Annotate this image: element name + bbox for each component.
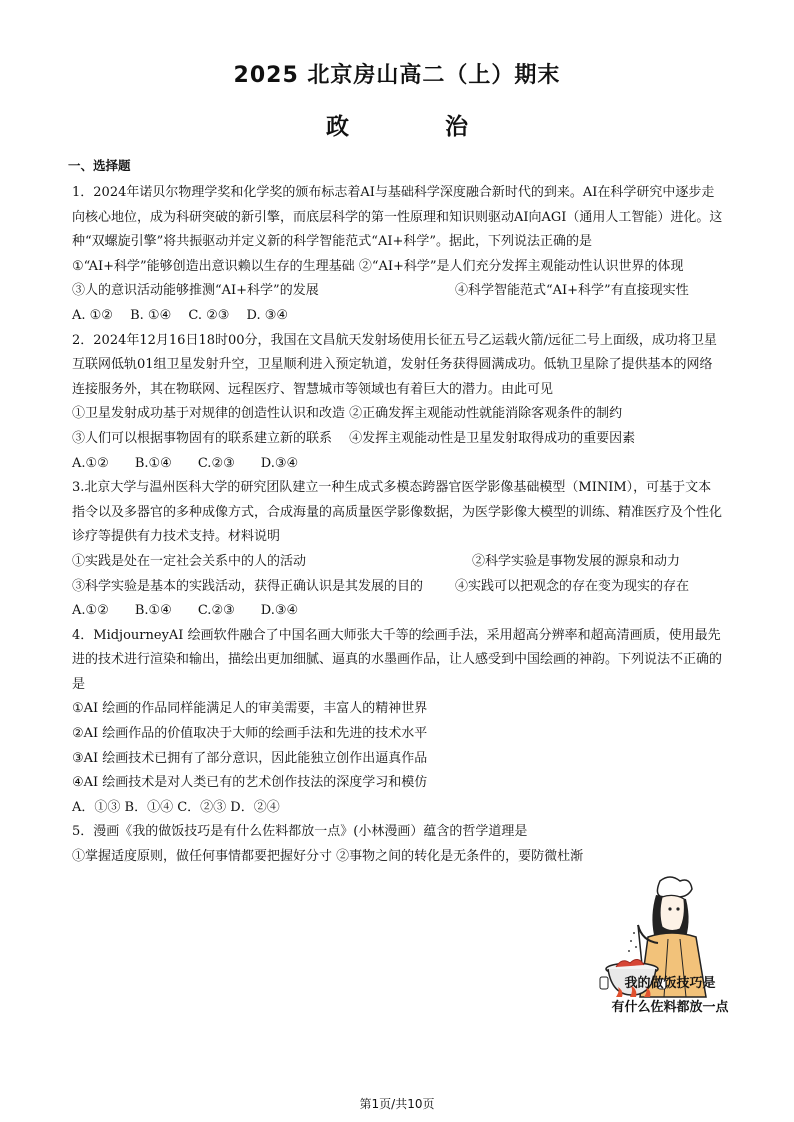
q2-stem: 2．2024年12月16日18时00分，我国在文昌航天发射场使用长征五号乙运载火箭/远征二号上面级，成功将卫星互联网低轨01组卫星发射升空，卫星顺利进入预定轨道，发射任务获得圆满成功。低轨卫星除了提供基本的网络连接服务外，其在物联网、远程医疗、智慧城市等领域也有着巨大的潜力。由此可见 [72,332,717,397]
q3-answers: A.①② B.①④ C.②③ D.③④ [72,603,299,619]
subject-title: 政 治 [325,114,498,140]
q3-stem: 3.北京大学与温州医科大学的研究团队建立一种生成式多模态跨器官医学影像基础模型（MINIM），可基于文本指令以及多器官的多种成像方式，合成海量的高质量医学影像数据，为医学影像大模型的训练、精准医疗及个性化诊疗等提供有力技术支持。材料说明 [72,480,723,545]
q4-stem: 4．MidjourneyAI 绘画软件融合了中国名画大师张大千等的绘画手法，采用超高分辨率和超高清画质，使用最先进的技术进行渲染和输出，描绘出更加细腻、逼真的水墨画作品，让人感受到中国绘画的神韵。下列说法不正确的是 [72,627,723,692]
section-heading: 一、选择题 [68,158,131,173]
q3-option-4: ④实践可以把观念的存在变为现实的存在 [455,578,690,594]
q4-option-1: ①AI 绘画的作品同样能满足人的审美需要，丰富人的精神世界 [72,701,428,717]
q4-answers: A．①③ B．①④ C．②③ D．②④ [72,799,280,815]
page-footer: 第1页/共10页 [359,1097,435,1111]
q3-option-3: ③科学实验是基本的实践活动，获得正确认识是其发展的目的 [72,578,424,594]
q2-options-3-4: ③人们可以根据事物固有的联系建立新的联系 ④发挥主观能动性是卫星发射取得成功的重要因素 [72,430,636,446]
q4-option-3: ③AI 绘画技术已拥有了部分意识，因此能独立创作出逼真作品 [72,750,428,766]
q4-option-2: ②AI 绘画作品的价值取决于大师的绘画手法和先进的技术水平 [72,726,428,742]
q4-option-4: ④AI 绘画技术是对人类已有的艺术创作技法的深度学习和模仿 [72,775,428,791]
questions-body [72,181,724,870]
q1-options-1-2: ①“AI+科学”能够创造出意识赖以生存的生理基础 ②“AI+科学”是人们充分发挥主观能动性认识世界的体现 [72,258,684,274]
q2-options-1-2: ①卫星发射成功基于对规律的创造性认识和改造 ②正确发挥主观能动性就能消除客观条件的制约 [72,406,623,422]
q1-options-3-4 [72,279,724,304]
q5-stem: 5．漫画《我的做饭技巧是有什么佐料都放一点》(小林漫画）蕴含的哲学道理是 [72,824,528,840]
q1-option-4: ④科学智能范式“AI+科学”有直接现实性 [455,283,689,299]
comic-caption [600,972,740,1020]
q1-option-3: ③人的意识活动能够推测“AI+科学”的发展 [72,283,319,299]
q1-stem: 1．2024年诺贝尔物理学奖和化学奖的颁布标志着AI与基础科学深度融合新时代的到来。AI在科学研究中逐步走向核心地位，成为科研突破的新引擎，而底层科学的第一性原理和知识则驱动AI向AGI（通用人工智能）进化。这种“双螺旋引擎”将共振驱动并定义新的科学智能范式“AI+科学”。据此，下列说法正确的是 [72,185,723,250]
page-title: 2025 北京房山高二（上）期末 [233,63,561,88]
q3-options-1-2 [72,550,724,575]
q3-options-3-4 [72,575,724,600]
comic-caption-line-2: 有什么佐料都放一点 [611,1000,729,1015]
q5-options-1-2: ①掌握适度原则，做任何事情都要把握好分寸 ②事物之间的转化是无条件的，要防微杜渐 [72,849,584,865]
q2-answers: A.①② B.①④ C.②③ D.③④ [72,455,299,471]
q1-answers: A. ①② B. ①④ C. ②③ D. ③④ [72,307,289,323]
q3-option-1: ①实践是处在一定社会关系中的人的活动 [72,553,307,569]
comic-caption-line-1: 我的做饭技巧是 [624,976,716,991]
q3-option-2: ②科学实验是事物发展的源泉和动力 [472,553,681,569]
